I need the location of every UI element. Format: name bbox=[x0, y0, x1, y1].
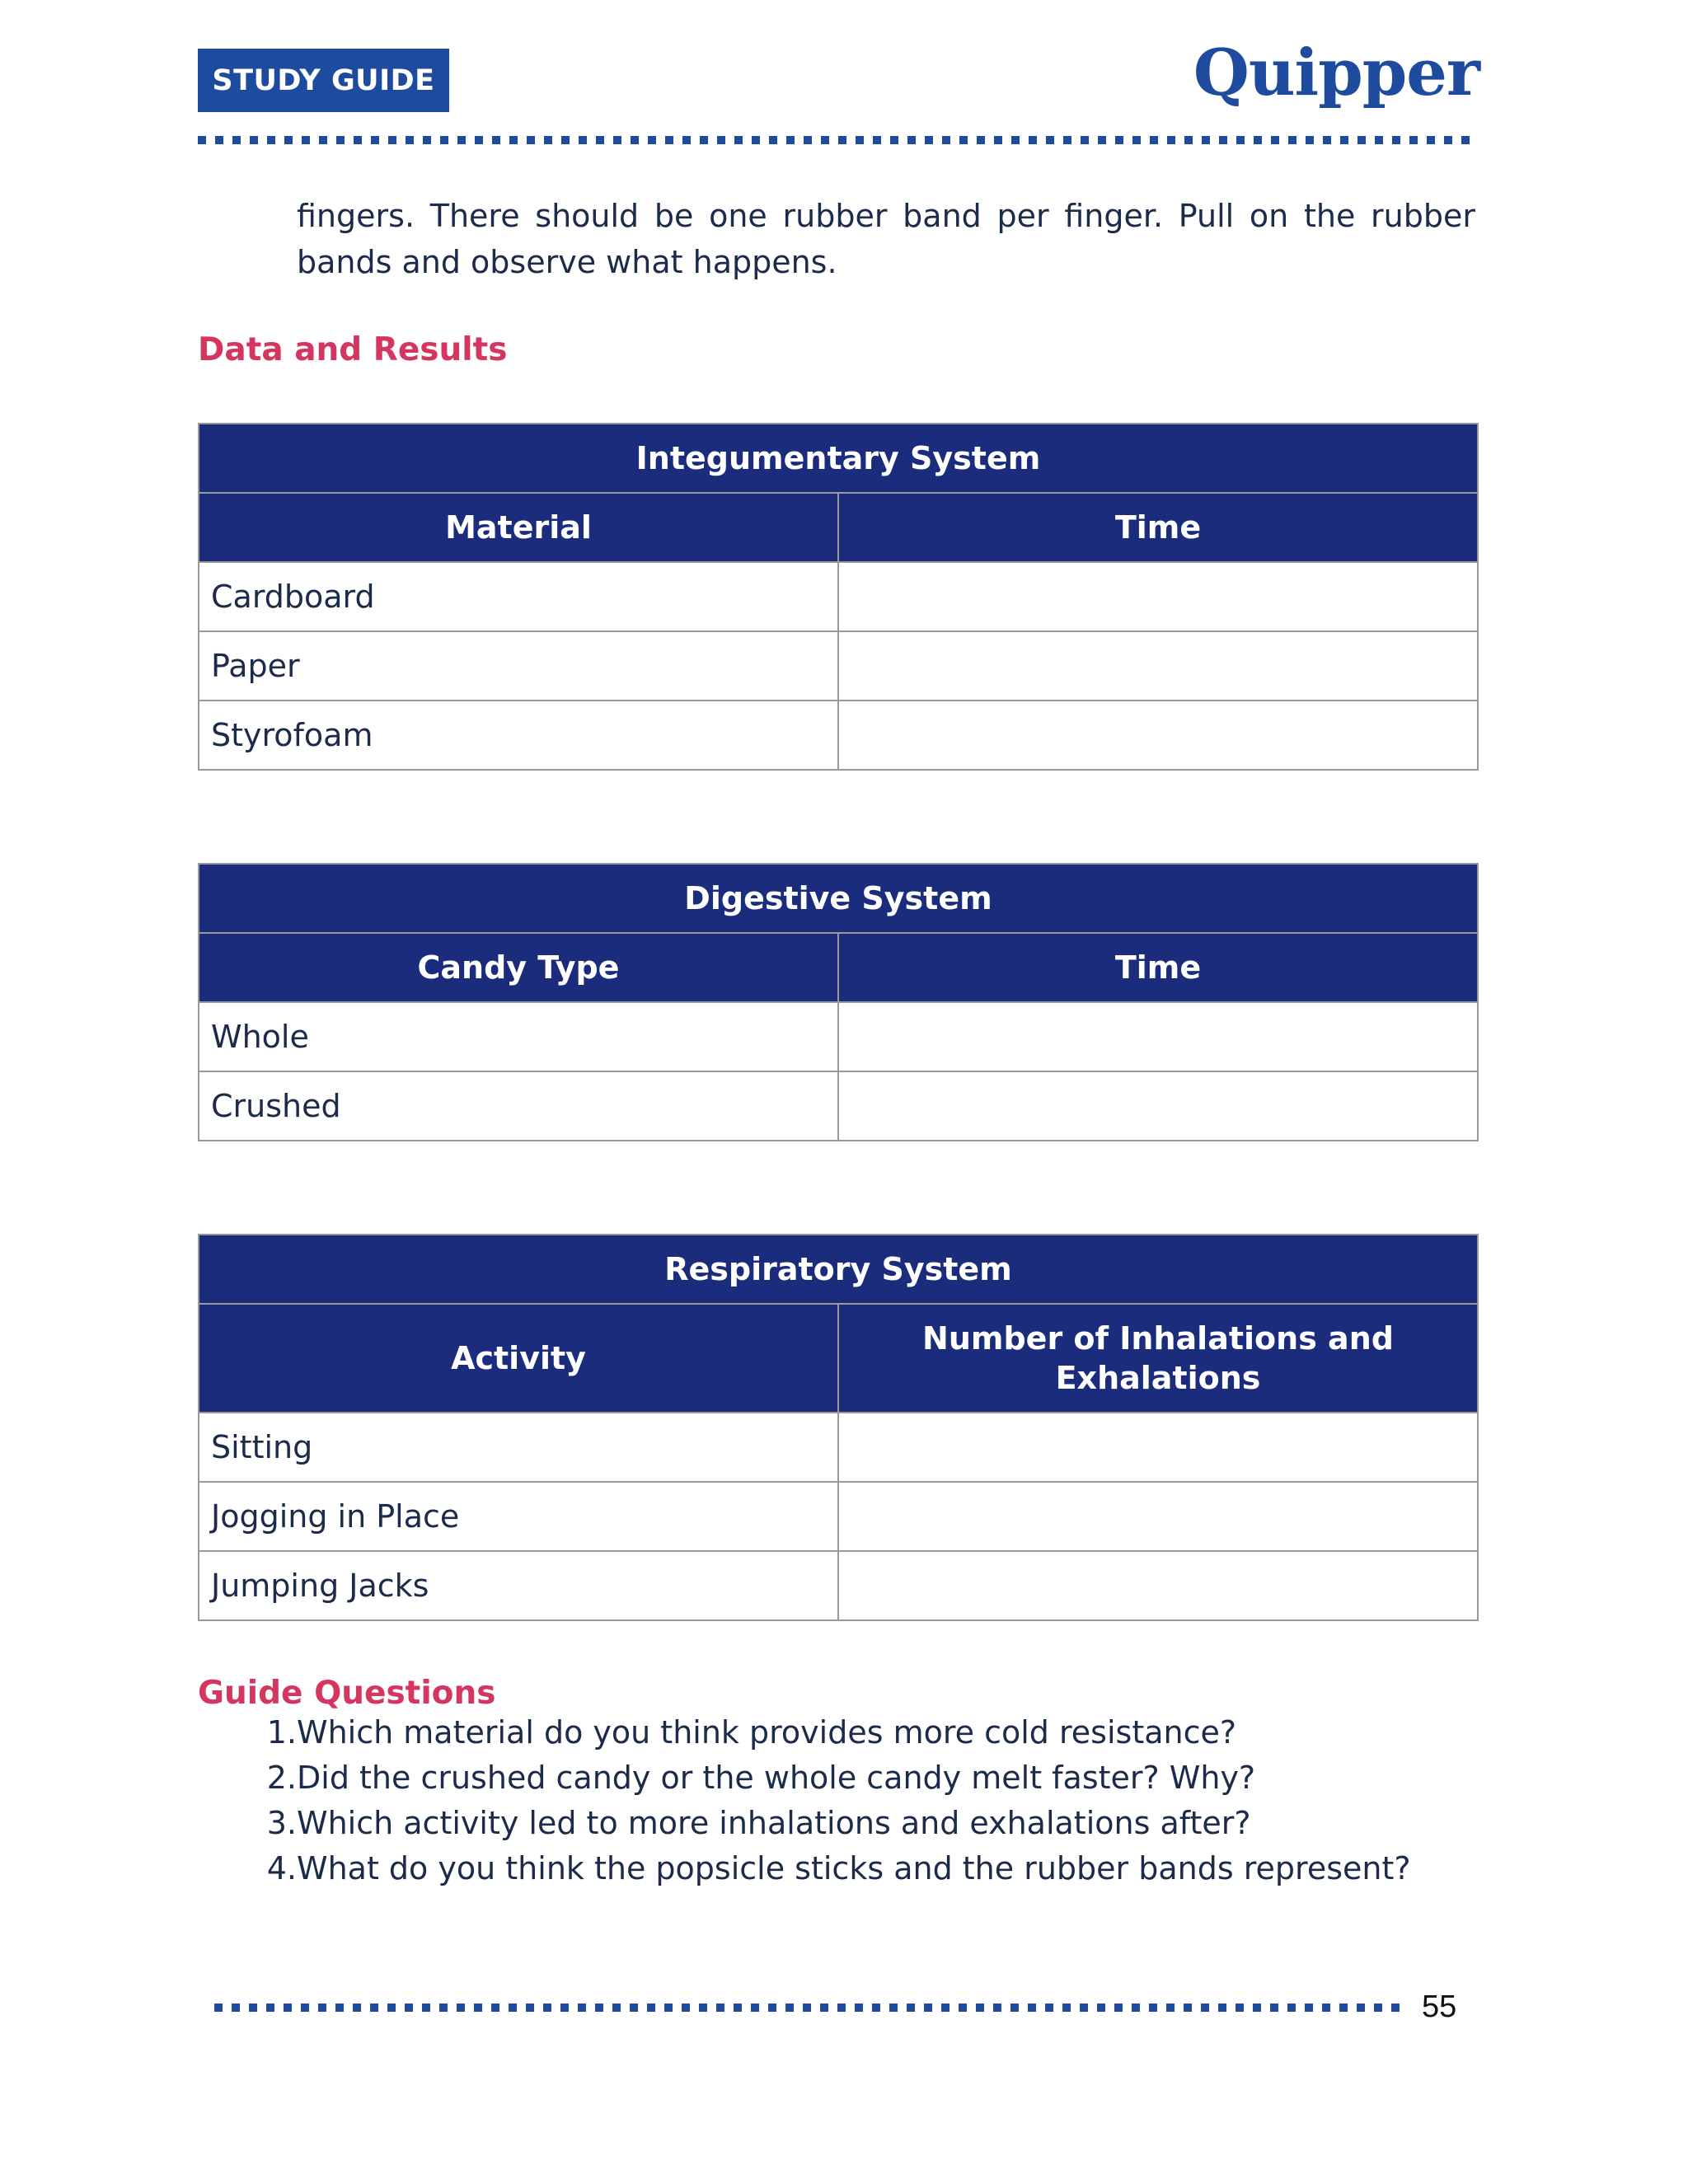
table-row bbox=[199, 701, 1478, 770]
guide-questions-heading: Guide Questions bbox=[198, 1675, 496, 1712]
table-row bbox=[199, 562, 1478, 631]
table-cell: Jumping Jacks bbox=[199, 1551, 838, 1620]
question-number: 4. bbox=[266, 1850, 297, 1886]
digestive-system-table bbox=[198, 863, 1479, 1141]
table-cell: Sitting bbox=[199, 1413, 838, 1482]
table-cell bbox=[838, 1071, 1478, 1141]
question-text: Which material do you think provides more cold resistance? bbox=[297, 1714, 1237, 1750]
table-title: Integumentary System bbox=[199, 424, 1478, 493]
table-cell bbox=[838, 1482, 1478, 1551]
question-text: Which activity led to more inhalations and exhalations after? bbox=[297, 1805, 1251, 1841]
question-number: 2. bbox=[266, 1760, 297, 1796]
footer-dotted-divider bbox=[214, 2004, 1401, 2012]
column-header: Material bbox=[199, 493, 838, 562]
data-results-heading: Data and Results bbox=[198, 331, 508, 368]
question-text: What do you think the popsicle sticks and the rubber bands represent? bbox=[297, 1850, 1411, 1886]
table-cell bbox=[838, 1002, 1478, 1071]
table-cell bbox=[838, 1413, 1478, 1482]
page-number: 55 bbox=[1422, 1990, 1457, 2024]
guide-questions-list bbox=[247, 1710, 1484, 1891]
table-cell bbox=[838, 1551, 1478, 1620]
table-row bbox=[199, 1482, 1478, 1551]
table-row bbox=[199, 1071, 1478, 1141]
list-item bbox=[247, 1710, 1484, 1755]
table-cell: Cardboard bbox=[199, 562, 838, 631]
table-title: Digestive System bbox=[199, 864, 1478, 933]
table-row bbox=[199, 1551, 1478, 1620]
table-row bbox=[199, 631, 1478, 701]
list-item bbox=[247, 1846, 1484, 1891]
column-header: Time bbox=[838, 493, 1478, 562]
list-item bbox=[247, 1801, 1484, 1846]
column-header: Time bbox=[838, 933, 1478, 1002]
table-cell: Jogging in Place bbox=[199, 1482, 838, 1551]
table-cell: Styrofoam bbox=[199, 701, 838, 770]
table-cell bbox=[838, 562, 1478, 631]
list-item bbox=[247, 1755, 1484, 1801]
integumentary-system-table bbox=[198, 423, 1479, 771]
table-row bbox=[199, 1002, 1478, 1071]
table-cell bbox=[838, 631, 1478, 701]
intro-paragraph: fingers. There should be one rubber band per finger. Pull on the rubber bands and observe what happens. bbox=[297, 198, 1475, 280]
column-header: Candy Type bbox=[199, 933, 838, 1002]
quipper-logo: Quipper bbox=[1193, 35, 1479, 110]
question-text: Did the crushed candy or the whole candy melt faster? Why? bbox=[297, 1760, 1256, 1796]
table-row bbox=[199, 1413, 1478, 1482]
table-cell: Whole bbox=[199, 1002, 838, 1071]
study-guide-badge: STUDY GUIDE bbox=[198, 49, 449, 112]
table-title: Respiratory System bbox=[199, 1235, 1478, 1304]
question-number: 1. bbox=[266, 1714, 297, 1750]
table-cell: Paper bbox=[199, 631, 838, 701]
column-header: Number of Inhalations and Exhalations bbox=[838, 1304, 1478, 1413]
respiratory-system-table bbox=[198, 1234, 1479, 1621]
column-header: Activity bbox=[199, 1304, 838, 1413]
header-dotted-divider bbox=[198, 136, 1475, 144]
question-number: 3. bbox=[266, 1805, 297, 1841]
table-cell: Crushed bbox=[199, 1071, 838, 1141]
table-cell bbox=[838, 701, 1478, 770]
